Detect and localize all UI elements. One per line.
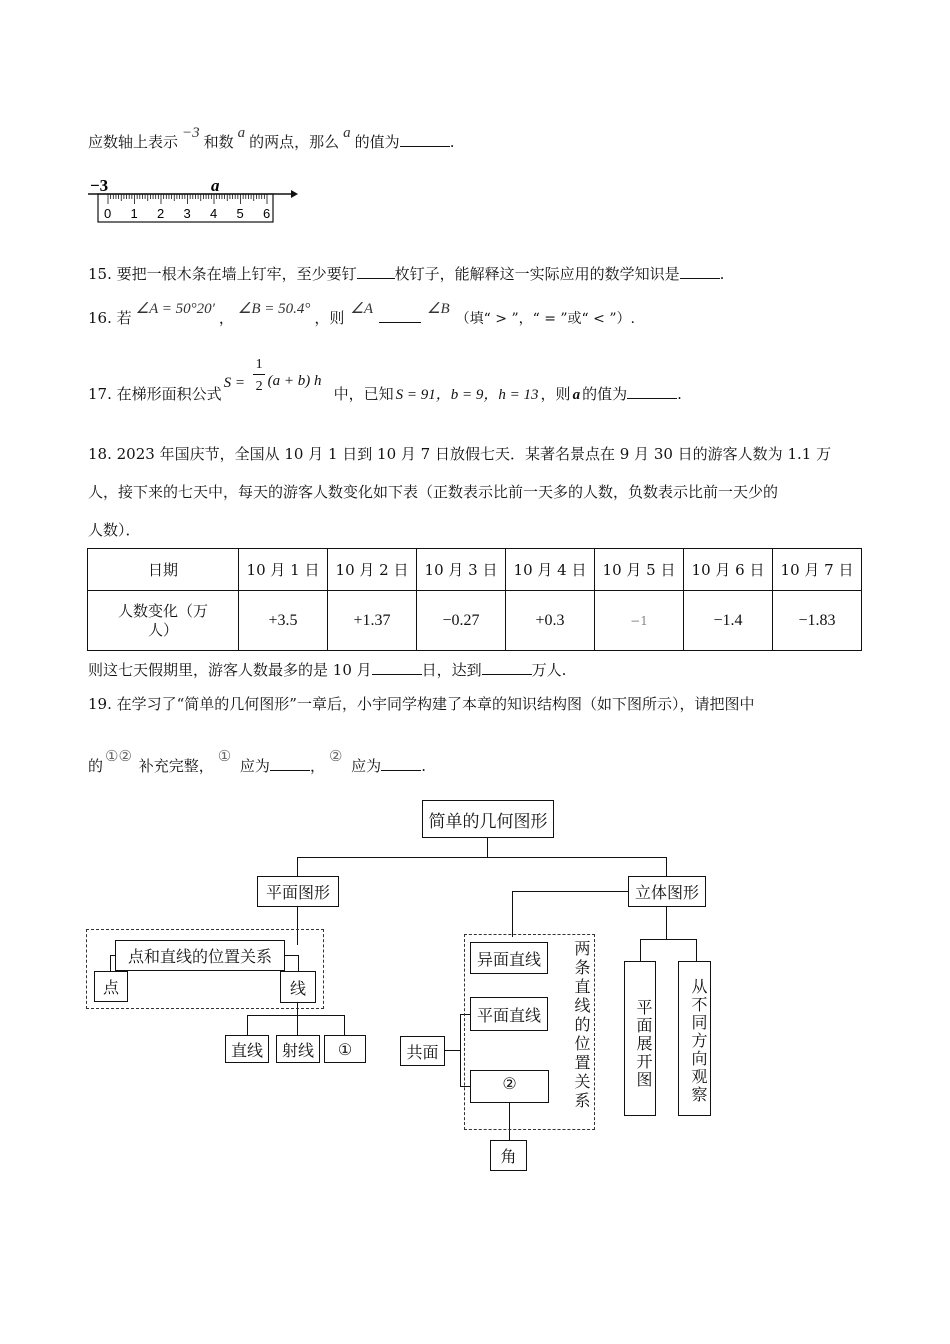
fraction-bar [253, 374, 265, 375]
q17-answer-blank[interactable] [627, 384, 677, 399]
table-cell: 10 月 4 日 [506, 549, 595, 591]
q18-answer-line: 则这七天假期里，游客人数最多的是 10 月 日，达到 万人. [88, 661, 567, 679]
ruler-number: 3 [183, 206, 191, 221]
q18-blank-day[interactable] [372, 660, 422, 675]
table-cell: 10 月 2 日 [328, 549, 417, 591]
q17-line: 17. 在梯形面积公式 S = 1 2 (a + b) h 中，已知 S = 91，b = 9，h = 13 ，则 a 的值为 . [88, 357, 682, 403]
angle-b-expression: ∠B = 50.4° [237, 301, 311, 317]
blank2-box[interactable]: ② [470, 1070, 549, 1103]
q16-line: 16. 若 ∠A = 50°20′ ， ∠B = 50.4° ，则 ∠A ∠B（填“ > ”，“ = ”或“ < ”）. [88, 301, 635, 327]
straight-line-box: 直线 [225, 1035, 269, 1063]
q18-line-2: 人，接下来的七天中，每天的游客人数变化如下表（正数表示比前一天多的人数，负数表示比前一天少的 [88, 483, 779, 501]
ruler-label-a: a [211, 176, 220, 195]
root-box: 简单的几何图形 [422, 800, 554, 838]
coplanar-box: 共面 [400, 1036, 445, 1066]
table-cell: 10 月 5 日 [595, 549, 684, 591]
q18-blank-count[interactable] [482, 660, 532, 675]
table-cell: +0.3 [506, 591, 595, 651]
table-cell: −0.27 [417, 591, 506, 651]
q19-line-1: 19. 在学习了“简单的几何图形”一章后，小宇同学构建了本章的知识结构图（如下图所示），请把图中 [88, 695, 755, 713]
q14-answer-blank[interactable] [400, 132, 450, 147]
table-cell: 10 月 6 日 [684, 549, 773, 591]
number-line-ruler [86, 174, 301, 226]
table-cell: −1.4 [684, 591, 773, 651]
point-line-relation-box: 点和直线的位置关系 [115, 940, 285, 971]
q15-line: 15. 要把一根木条在墙上钉牢，至少要钉 枚钉子，能解释这一实际应用的数学知识是 . [88, 265, 725, 283]
table-cell: −1.83 [773, 591, 862, 651]
table-cell: 10 月 7 日 [773, 549, 862, 591]
q16-answer-blank[interactable] [379, 308, 421, 323]
ruler-number: 1 [130, 206, 138, 221]
ruler-number: 0 [104, 206, 112, 221]
point-box: 点 [94, 971, 128, 1002]
table-cell: +3.5 [239, 591, 328, 651]
ruler-number: 2 [157, 206, 165, 221]
q18-line-1: 18. 2023 年国庆节，全国从 10 月 1 日到 10 月 7 日放假七天．某著名景点在 9 月 30 日的游客人数为 1.1 万 [88, 445, 832, 463]
q19-blank-2[interactable] [381, 756, 421, 771]
net-box: 平面展开图 [624, 961, 656, 1116]
table-cell: 日期 [88, 549, 239, 591]
table-cell: −1 [595, 591, 684, 651]
blank1-box[interactable]: ① [324, 1035, 366, 1063]
line-box: 线 [280, 971, 316, 1003]
q15-blank-2[interactable] [680, 264, 720, 279]
two-lines-relation-label: 两条直线的位置关系 [572, 940, 591, 1111]
q19-line-2: 的①② 补充完整，① 应为 ，② 应为 . [88, 747, 426, 775]
skew-lines-box: 异面直线 [470, 942, 548, 974]
table-cell: +1.37 [328, 591, 417, 651]
views-box: 从不同方向观察 [678, 961, 711, 1116]
planar-lines-box: 平面直线 [470, 997, 548, 1031]
ruler-number: 6 [263, 206, 271, 221]
ruler-minor-ticks [108, 194, 267, 204]
neg3-symbol: −3 [182, 125, 200, 141]
ruler-number: 5 [236, 206, 244, 221]
plane-figures-box: 平面图形 [257, 876, 339, 907]
table-cell: 人数变化（万人） [88, 591, 239, 651]
visitor-change-table [87, 548, 862, 651]
table-row [88, 591, 862, 651]
q14-line: 应数轴上表示 −3 和数 a 的两点，那么 a 的值为 . [88, 125, 455, 151]
angle-box: 角 [490, 1140, 527, 1171]
ray-box: 射线 [276, 1035, 320, 1063]
ruler-number: 4 [210, 206, 218, 221]
table-cell: 10 月 1 日 [239, 549, 328, 591]
q19-blank-1[interactable] [270, 756, 310, 771]
q15-blank-1[interactable] [357, 264, 395, 279]
angle-a-expression: ∠A = 50°20′ [135, 301, 215, 317]
table-cell: 10 月 3 日 [417, 549, 506, 591]
ruler-label-neg3: −3 [90, 176, 109, 195]
solid-figures-box: 立体图形 [628, 876, 706, 907]
trapezoid-formula: S = 1 2 (a + b) h [223, 357, 322, 394]
q18-line-3: 人数）． [88, 521, 141, 539]
table-header-row [88, 549, 862, 591]
